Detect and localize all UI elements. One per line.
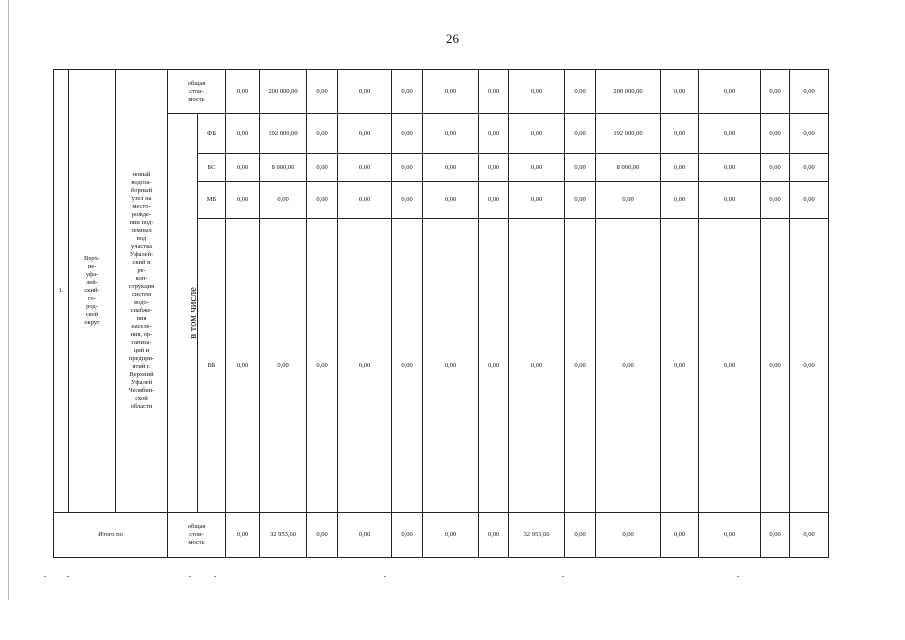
value-cell: 0,00 <box>479 114 509 154</box>
value-cell: 0,00 <box>226 513 260 558</box>
value-cell: 0,00 <box>307 70 338 114</box>
value-cell: 0,00 <box>761 154 790 182</box>
value-cell: 0,00 <box>596 513 661 558</box>
value-cell: 0,00 <box>661 114 699 154</box>
table-row-0 <box>54 114 829 154</box>
value-cell: 0,00 <box>423 182 479 219</box>
value-cell: 0,00 <box>699 114 761 154</box>
value-cell: 0,00 <box>226 114 260 154</box>
region-name: Верх- не- уфа- лей- ский- го- род- ской округ <box>69 70 116 513</box>
value-cell: 0,00 <box>790 154 829 182</box>
value-cell: 0,00 <box>509 182 565 219</box>
value-cell: 0,00 <box>392 114 423 154</box>
value-cell: 8 000,00 <box>596 154 661 182</box>
value-cell: 0,00 <box>338 114 392 154</box>
value-cell: 0,00 <box>338 154 392 182</box>
value-cell: 0,00 <box>761 219 790 513</box>
value-cell: 0,00 <box>761 70 790 114</box>
value-cell: 0,00 <box>565 219 596 513</box>
value-cell: 0,00 <box>565 513 596 558</box>
value-cell: 0,00 <box>479 513 509 558</box>
value-cell: 0,00 <box>761 114 790 154</box>
value-cell: 0,00 <box>596 219 661 513</box>
value-cell: 0,00 <box>226 154 260 182</box>
funding-source-label: МБ <box>198 182 226 219</box>
value-cell: 0,00 <box>661 182 699 219</box>
value-cell: 0,00 <box>392 513 423 558</box>
value-cell: 0,00 <box>338 219 392 513</box>
value-cell: 8 000,00 <box>260 154 307 182</box>
page-left-edge <box>8 0 9 600</box>
value-cell: 0,00 <box>260 219 307 513</box>
total-cost-label: общая стои- мость <box>168 70 226 114</box>
value-cell: 0,00 <box>699 182 761 219</box>
value-cell: 0,00 <box>479 154 509 182</box>
in-total-text: в том числе <box>187 286 199 339</box>
value-cell: 32 953,60 <box>509 513 565 558</box>
value-cell: 0,00 <box>509 219 565 513</box>
value-cell: 0,00 <box>565 154 596 182</box>
value-cell: 0,00 <box>699 70 761 114</box>
value-cell: 192 000,00 <box>260 114 307 154</box>
value-cell: 0,00 <box>661 154 699 182</box>
value-cell: 0,00 <box>509 70 565 114</box>
project-description: новый водоза- борный узел на место- рожде- нии под- земных вод участка Уфалей- ский и ре- кон- струкция систем водо- снабже- ния населе- ния, ор- ганиза- ций и предпри- ятий г. Верхний Уфалей Челябин- ской области <box>116 70 168 513</box>
footer-total-label: Итого по <box>54 513 168 558</box>
value-cell: 0,00 <box>790 70 829 114</box>
value-cell: 0,00 <box>479 182 509 219</box>
value-cell: 200 000,00 <box>596 70 661 114</box>
value-cell: 0,00 <box>790 513 829 558</box>
in-total-vertical-label <box>168 114 198 513</box>
value-cell: 0,00 <box>226 70 260 114</box>
value-cell: 32 953,60 <box>260 513 307 558</box>
value-cell: 0,00 <box>565 70 596 114</box>
value-cell: 0,00 <box>423 70 479 114</box>
value-cell: 0,00 <box>307 513 338 558</box>
value-cell: 0,00 <box>307 114 338 154</box>
funding-source-label: ВБ <box>198 219 226 513</box>
value-cell: 0,00 <box>226 182 260 219</box>
value-cell: 0,00 <box>790 114 829 154</box>
value-cell: 0,00 <box>509 154 565 182</box>
value-cell: 0,00 <box>565 182 596 219</box>
budget-table <box>53 69 829 558</box>
value-cell: 0,00 <box>392 154 423 182</box>
value-cell: 0,00 <box>226 219 260 513</box>
value-cell: 0,00 <box>596 182 661 219</box>
value-cell: 0,00 <box>423 219 479 513</box>
value-cell: 0,00 <box>761 513 790 558</box>
value-cell: 0,00 <box>392 70 423 114</box>
table-row-footer <box>54 513 829 558</box>
value-cell: 0,00 <box>338 70 392 114</box>
value-cell: 0,00 <box>338 513 392 558</box>
value-cell: 0,00 <box>338 182 392 219</box>
value-cell: 0,00 <box>661 70 699 114</box>
value-cell: 0,00 <box>307 219 338 513</box>
value-cell: 0,00 <box>307 154 338 182</box>
value-cell: 0,00 <box>479 219 509 513</box>
value-cell: 0,00 <box>479 70 509 114</box>
value-cell: 0,00 <box>509 114 565 154</box>
value-cell: 0,00 <box>307 182 338 219</box>
value-cell: 0,00 <box>423 513 479 558</box>
value-cell: 0,00 <box>565 114 596 154</box>
value-cell: 0,00 <box>392 182 423 219</box>
value-cell: 0,00 <box>423 114 479 154</box>
value-cell: 0,00 <box>661 219 699 513</box>
value-cell: 0,00 <box>699 219 761 513</box>
scan-specks <box>0 576 905 586</box>
value-cell: 0,00 <box>761 182 790 219</box>
value-cell: 200 000,00 <box>260 70 307 114</box>
row-number: 1. <box>54 70 69 513</box>
value-cell: 0,00 <box>423 154 479 182</box>
value-cell: 0,00 <box>392 219 423 513</box>
table-row-total-cost <box>54 70 829 114</box>
funding-source-label: БС <box>198 154 226 182</box>
value-cell: 0,00 <box>790 219 829 513</box>
value-cell: 0,00 <box>661 513 699 558</box>
value-cell: 0,00 <box>790 182 829 219</box>
value-cell: 0,00 <box>260 182 307 219</box>
page-number: 26 <box>446 31 459 46</box>
value-cell: 192 000,00 <box>596 114 661 154</box>
footer-cost-label: общая стои- мость <box>168 513 226 558</box>
value-cell: 0,00 <box>699 154 761 182</box>
value-cell: 0,00 <box>699 513 761 558</box>
funding-source-label: ФБ <box>198 114 226 154</box>
